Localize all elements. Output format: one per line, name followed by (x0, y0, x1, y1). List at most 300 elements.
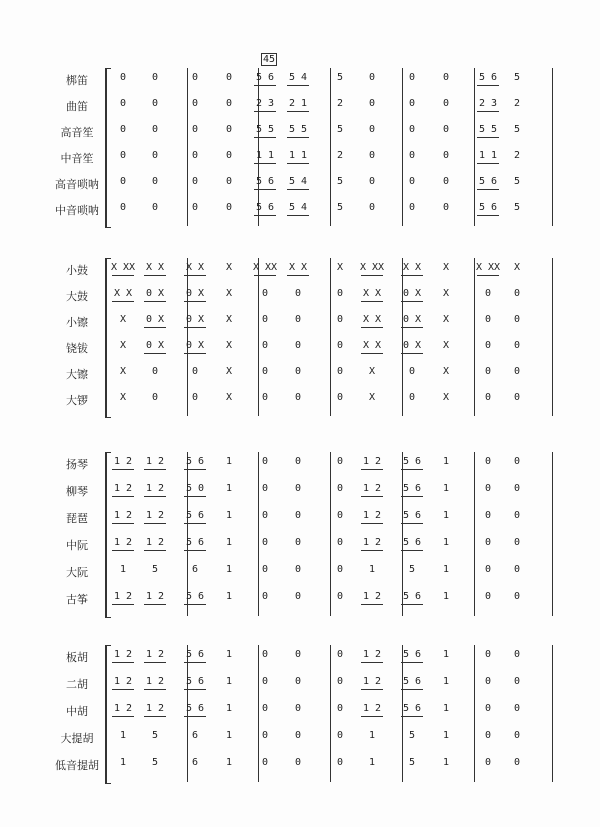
note-cell: 0 (294, 591, 302, 602)
note-cell: 0 (513, 676, 521, 687)
note-cell: 0 (442, 72, 450, 83)
note-cell: 0 (294, 537, 302, 548)
note-cell: X (442, 340, 450, 351)
note-cell: 0 (294, 483, 302, 494)
beam-underline (184, 496, 206, 497)
note-cell: 2 3 (255, 98, 275, 109)
note-cell: 0 (294, 392, 302, 403)
note-cell: 0 (261, 591, 269, 602)
beam-underline (144, 353, 166, 354)
beam-underline (401, 550, 423, 551)
note-cell: 5 6 (185, 649, 205, 660)
note-cell: 5 4 (288, 72, 308, 83)
beam-underline (361, 662, 383, 663)
note-cell: 0 (261, 537, 269, 548)
note-cell: 0 (513, 288, 521, 299)
note-cell: 1 2 (113, 591, 133, 602)
beam-underline (254, 275, 276, 276)
note-cell: 5 6 (402, 510, 422, 521)
note-cell: 5 6 (478, 176, 498, 187)
beam-underline (361, 550, 383, 551)
beam-underline (361, 353, 383, 354)
note-cell: 1 2 (362, 703, 382, 714)
note-cell: 0 (191, 72, 199, 83)
note-cell: 0 (513, 366, 521, 377)
note-cell: 1 (442, 676, 450, 687)
beam-underline (287, 85, 309, 86)
instrument-label: 中音唢呐 (55, 204, 99, 217)
note-cell: X (442, 314, 450, 325)
beam-underline (401, 662, 423, 663)
beam-underline (144, 662, 166, 663)
note-cell: 0 (261, 564, 269, 575)
beam-underline (361, 469, 383, 470)
note-cell: 0 (368, 72, 376, 83)
beam-underline (401, 327, 423, 328)
note-cell: 0 (336, 703, 344, 714)
note-cell: 0 (336, 392, 344, 403)
note-cell: 0 (336, 730, 344, 741)
rehearsal-mark: 45 (263, 54, 276, 65)
beam-underline (477, 215, 499, 216)
note-cell: 0 (336, 456, 344, 467)
note-cell: X (225, 392, 233, 403)
beam-underline (184, 301, 206, 302)
note-cell: 5 (408, 730, 416, 741)
note-cell: 0 (225, 72, 233, 83)
beam-underline (144, 716, 166, 717)
instrument-label: 曲笛 (66, 100, 88, 113)
instrument-label: 梆笛 (66, 74, 88, 87)
note-cell: 0 (484, 703, 492, 714)
note-cell: 1 2 (362, 676, 382, 687)
note-cell: X XX (475, 262, 501, 273)
note-cell: X (119, 366, 127, 377)
beam-underline (287, 215, 309, 216)
note-cell: 0 (225, 150, 233, 161)
note-cell: 0 (513, 564, 521, 575)
beam-underline (361, 301, 383, 302)
note-cell: 0 (484, 340, 492, 351)
beam-underline (361, 604, 383, 605)
beam-underline (254, 189, 276, 190)
note-cell: X (442, 262, 450, 273)
instrument-label: 板胡 (66, 651, 88, 664)
note-cell: 5 (513, 176, 521, 187)
beam-underline (144, 604, 166, 605)
note-cell: 5 5 (288, 124, 308, 135)
beam-underline (144, 301, 166, 302)
instrument-label: 铙钹 (66, 342, 88, 355)
note-cell: 0 (336, 314, 344, 325)
note-cell: 1 2 (362, 649, 382, 660)
beam-underline (144, 550, 166, 551)
note-cell: 0 (261, 730, 269, 741)
note-cell: 1 2 (145, 510, 165, 521)
note-cell: X XX (359, 262, 385, 273)
note-cell: X X (362, 288, 382, 299)
note-cell: 0 (261, 510, 269, 521)
note-cell: 0 (408, 176, 416, 187)
note-cell: 1 2 (362, 456, 382, 467)
note-cell: 0 (294, 288, 302, 299)
note-cell: 0 (261, 340, 269, 351)
beam-underline (112, 716, 134, 717)
note-cell: 0 (191, 150, 199, 161)
note-cell: 5 (151, 564, 159, 575)
note-cell: 0 (336, 340, 344, 351)
note-cell: 0 (191, 366, 199, 377)
instrument-label: 小镲 (66, 316, 88, 329)
note-cell: 0 (513, 483, 521, 494)
note-cell: 0 (294, 314, 302, 325)
instrument-label: 大阮 (66, 566, 88, 579)
beam-underline (184, 716, 206, 717)
beam-underline (401, 689, 423, 690)
note-cell: 1 1 (255, 150, 275, 161)
note-cell: X (119, 392, 127, 403)
note-cell: 0 X (145, 340, 165, 351)
instrument-label: 高音笙 (60, 126, 94, 139)
note-cell: 0 (151, 392, 159, 403)
note-cell: 0 (151, 150, 159, 161)
note-cell: 5 6 (402, 537, 422, 548)
note-cell: 5 4 (288, 176, 308, 187)
note-cell: 5 (336, 72, 344, 83)
instrument-label: 大镲 (66, 368, 88, 381)
note-cell: 1 2 (145, 703, 165, 714)
note-cell: 1 2 (362, 483, 382, 494)
note-cell: 1 2 (113, 703, 133, 714)
note-cell: 0 (336, 483, 344, 494)
note-cell: 1 2 (145, 483, 165, 494)
note-cell: 0 (484, 314, 492, 325)
note-cell: X XX (110, 262, 136, 273)
note-cell: 0 (484, 676, 492, 687)
note-cell: 1 (225, 456, 233, 467)
note-cell: 0 (225, 124, 233, 135)
note-cell: 1 (442, 483, 450, 494)
beam-underline (184, 604, 206, 605)
note-cell: 1 2 (113, 456, 133, 467)
note-cell: 1 2 (113, 510, 133, 521)
note-cell: 1 (119, 757, 127, 768)
beam-underline (477, 85, 499, 86)
note-cell: 1 (225, 703, 233, 714)
note-cell: X (442, 288, 450, 299)
beam-underline (477, 189, 499, 190)
note-cell: X (119, 314, 127, 325)
note-cell: 0 (225, 98, 233, 109)
note-cell: 5 6 (185, 676, 205, 687)
note-cell: 0 (151, 202, 159, 213)
beam-underline (112, 469, 134, 470)
beam-underline (144, 327, 166, 328)
note-cell: 1 2 (113, 537, 133, 548)
instrument-label: 中音笙 (60, 152, 94, 165)
note-cell: X X (145, 262, 165, 273)
note-cell: 0 (442, 176, 450, 187)
beam-underline (361, 327, 383, 328)
note-cell: 0 X (402, 288, 422, 299)
note-cell: X (119, 340, 127, 351)
instrument-label: 高音唢呐 (55, 178, 99, 191)
note-cell: 0 (484, 456, 492, 467)
note-cell: 2 3 (478, 98, 498, 109)
note-cell: 0 (261, 366, 269, 377)
note-cell: 5 6 (402, 456, 422, 467)
note-cell: 0 (151, 98, 159, 109)
note-cell: 0 (442, 98, 450, 109)
note-cell: 0 (151, 124, 159, 135)
note-cell: 5 (151, 757, 159, 768)
note-cell: 0 (261, 288, 269, 299)
note-cell: X XX (252, 262, 278, 273)
note-cell: 0 (484, 537, 492, 548)
beam-underline (112, 662, 134, 663)
note-cell: 0 (408, 98, 416, 109)
note-cell: 0 (191, 124, 199, 135)
note-cell: X (225, 262, 233, 273)
note-cell: 0 (261, 676, 269, 687)
note-cell: 5 (408, 564, 416, 575)
beam-underline (361, 275, 383, 276)
note-cell: 1 (225, 649, 233, 660)
note-cell: 1 (442, 537, 450, 548)
note-cell: 5 5 (255, 124, 275, 135)
note-cell: 0 (442, 150, 450, 161)
beam-underline (112, 523, 134, 524)
note-cell: 0 (261, 649, 269, 660)
note-cell: 0 (294, 366, 302, 377)
note-cell: 0 (294, 340, 302, 351)
note-cell: 5 (513, 72, 521, 83)
note-cell: 0 (294, 510, 302, 521)
note-cell: 5 4 (288, 202, 308, 213)
note-cell: 0 (513, 340, 521, 351)
note-cell: 5 (513, 124, 521, 135)
note-cell: 5 0 (185, 483, 205, 494)
note-cell: 5 6 (185, 537, 205, 548)
beam-underline (112, 301, 134, 302)
note-cell: 1 1 (288, 150, 308, 161)
note-cell: 1 (442, 591, 450, 602)
beam-underline (184, 550, 206, 551)
note-cell: 2 (336, 98, 344, 109)
note-cell: 1 (225, 730, 233, 741)
note-cell: 5 6 (185, 456, 205, 467)
note-cell: 0 (513, 730, 521, 741)
note-cell: 2 (336, 150, 344, 161)
note-cell: 1 2 (145, 537, 165, 548)
note-cell: 0 (119, 124, 127, 135)
beam-underline (287, 111, 309, 112)
note-cell: 2 (513, 98, 521, 109)
beam-underline (144, 496, 166, 497)
note-cell: X (225, 366, 233, 377)
note-cell: 0 (336, 288, 344, 299)
note-cell: 0 (336, 366, 344, 377)
note-cell: 0 (368, 124, 376, 135)
note-cell: 0 (513, 456, 521, 467)
note-cell: 0 (294, 649, 302, 660)
note-cell: 1 (442, 510, 450, 521)
note-cell: 0 (261, 392, 269, 403)
beam-underline (477, 163, 499, 164)
note-cell: 5 6 (402, 649, 422, 660)
note-cell: 0 (336, 510, 344, 521)
note-cell: 5 6 (185, 703, 205, 714)
note-cell: 1 (368, 564, 376, 575)
note-cell: 1 (225, 510, 233, 521)
beam-underline (184, 327, 206, 328)
note-cell: 1 (225, 537, 233, 548)
instrument-label: 大提胡 (60, 732, 94, 745)
note-cell: 5 6 (255, 176, 275, 187)
note-cell: 0 (151, 72, 159, 83)
beam-underline (361, 523, 383, 524)
note-cell: 0 (336, 757, 344, 768)
note-cell: 0 (408, 150, 416, 161)
note-cell: 2 (513, 150, 521, 161)
beam-underline (184, 353, 206, 354)
beam-underline (112, 496, 134, 497)
note-cell: 2 1 (288, 98, 308, 109)
note-cell: X X (402, 262, 422, 273)
note-cell: 1 2 (145, 591, 165, 602)
note-cell: 0 (484, 483, 492, 494)
note-cell: 0 (261, 757, 269, 768)
beam-underline (361, 716, 383, 717)
note-cell: 0 (484, 649, 492, 660)
beam-underline (144, 275, 166, 276)
note-cell: 0 (408, 366, 416, 377)
note-cell: 0 (336, 676, 344, 687)
note-cell: 0 (513, 510, 521, 521)
beam-underline (112, 275, 134, 276)
note-cell: 0 (119, 176, 127, 187)
note-cell: 1 (225, 676, 233, 687)
note-cell: 0 (336, 649, 344, 660)
note-cell: 5 6 (402, 703, 422, 714)
note-cell: X (225, 340, 233, 351)
note-cell: 1 (225, 757, 233, 768)
note-cell: 0 (513, 703, 521, 714)
note-cell: 0 (119, 72, 127, 83)
instrument-label: 琵琶 (66, 512, 88, 525)
note-cell: 6 (191, 564, 199, 575)
note-cell: 1 (368, 757, 376, 768)
note-cell: 0 (191, 202, 199, 213)
note-cell: 5 6 (185, 510, 205, 521)
beam-underline (361, 496, 383, 497)
note-cell: 5 (336, 202, 344, 213)
note-cell: 1 2 (145, 676, 165, 687)
note-cell: 0 (336, 564, 344, 575)
note-cell: 0 X (145, 314, 165, 325)
note-cell: X X (288, 262, 308, 273)
note-cell: 1 (442, 730, 450, 741)
note-cell: 0 X (185, 314, 205, 325)
note-cell: 0 (261, 314, 269, 325)
note-cell: X (513, 262, 521, 273)
note-cell: X X (362, 340, 382, 351)
note-cell: 0 (484, 392, 492, 403)
instrument-label: 大锣 (66, 394, 88, 407)
note-cell: 0 (336, 591, 344, 602)
note-cell: 1 2 (113, 649, 133, 660)
note-cell: 0 (484, 591, 492, 602)
beam-underline (361, 689, 383, 690)
beam-underline (401, 301, 423, 302)
note-cell: 0 X (402, 314, 422, 325)
note-cell: 0 (294, 703, 302, 714)
note-cell: 5 6 (402, 483, 422, 494)
beam-underline (287, 137, 309, 138)
beam-underline (477, 275, 499, 276)
beam-underline (112, 689, 134, 690)
beam-underline (144, 689, 166, 690)
note-cell: 0 (368, 202, 376, 213)
note-cell: 1 2 (362, 510, 382, 521)
note-cell: 0 (513, 392, 521, 403)
note-cell: 5 6 (185, 591, 205, 602)
note-cell: 1 (119, 730, 127, 741)
note-cell: 0 (408, 202, 416, 213)
note-cell: 1 (225, 564, 233, 575)
note-cell: 1 2 (113, 483, 133, 494)
note-cell: 1 (442, 757, 450, 768)
instrument-label: 中胡 (66, 705, 88, 718)
note-cell: 0 (513, 649, 521, 660)
note-cell: 0 (408, 392, 416, 403)
note-cell: 1 (119, 564, 127, 575)
beam-underline (287, 189, 309, 190)
beam-underline (287, 275, 309, 276)
note-cell: 5 6 (478, 202, 498, 213)
note-cell: 0 (119, 98, 127, 109)
note-cell: X X (113, 288, 133, 299)
note-cell: 0 (294, 757, 302, 768)
barline (552, 68, 553, 226)
note-cell: X (368, 392, 376, 403)
beam-underline (477, 137, 499, 138)
beam-underline (184, 662, 206, 663)
beam-underline (401, 275, 423, 276)
note-cell: 0 (368, 176, 376, 187)
note-cell: 5 (513, 202, 521, 213)
note-cell: 0 (368, 98, 376, 109)
note-cell: 0 (191, 392, 199, 403)
instrument-label: 二胡 (66, 678, 88, 691)
beam-underline (184, 275, 206, 276)
note-cell: 5 6 (478, 72, 498, 83)
note-cell: 1 (442, 564, 450, 575)
note-cell: 0 (408, 72, 416, 83)
note-cell: 6 (191, 730, 199, 741)
barline (552, 452, 553, 616)
note-cell: 5 (151, 730, 159, 741)
beam-underline (112, 550, 134, 551)
beam-underline (401, 716, 423, 717)
note-cell: 0 (294, 730, 302, 741)
note-cell: 0 (484, 510, 492, 521)
note-cell: 0 (513, 591, 521, 602)
barline (552, 645, 553, 782)
instrument-label: 古筝 (66, 593, 88, 606)
note-cell: 1 2 (113, 676, 133, 687)
note-cell: X (225, 314, 233, 325)
